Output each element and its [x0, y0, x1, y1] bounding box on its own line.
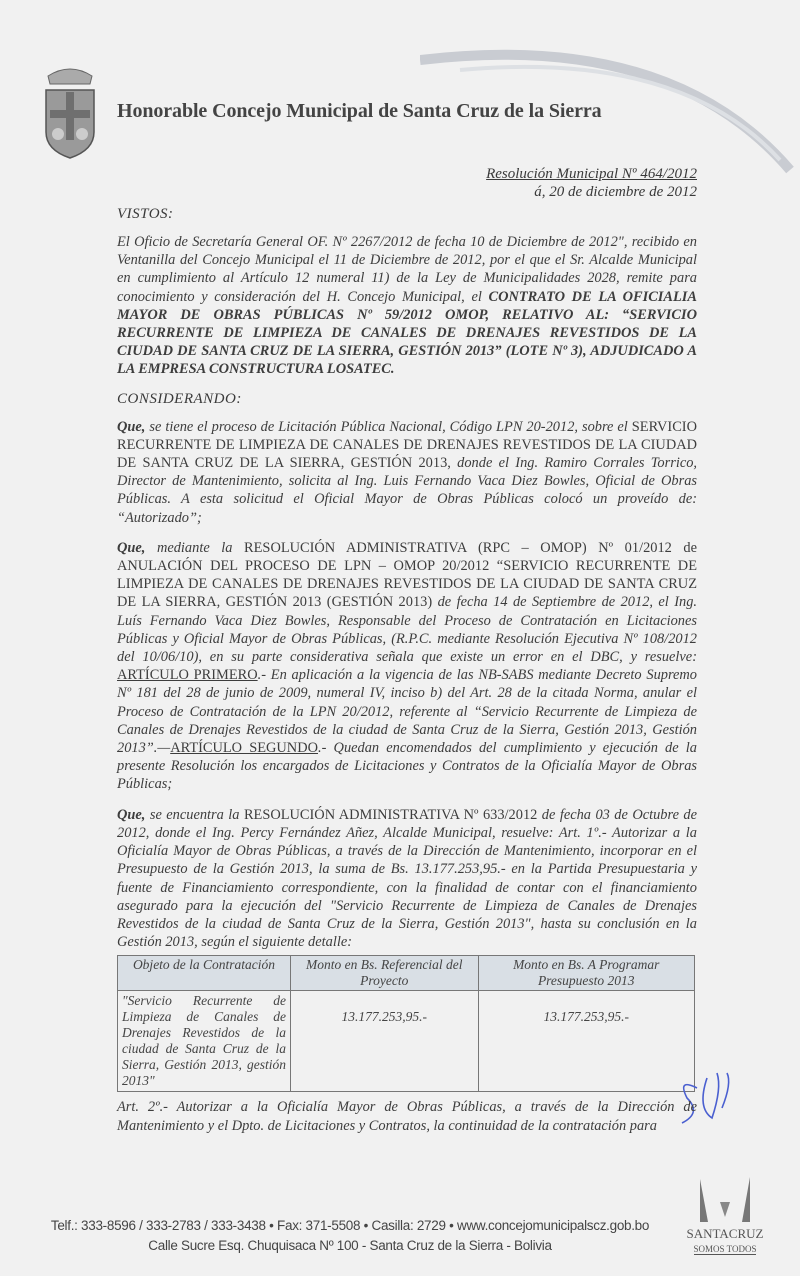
article-2-paragraph: Art. 2º.- Autorizar a la Oficialía Mayor de Obras Públicas, a través de la Dirección de Mantenimiento y el Dpto. de Licitaciones y Contratos, la continuidad de la contratación para [117, 1099, 697, 1134]
organization-title: Honorable Concejo Municipal de Santa Cruz de la Sierra [117, 100, 602, 122]
paragraph-text: donde el Ing. Ramiro Corrales Torrico, Director de Mantenimiento, solicita al Ing. Luis Fernando Vaca Diez Bowles, Oficial de Obras Públicas. A esta solicitud el Oficial Mayor de Obras Públicas colocó un proveído de: “Autorizado”; [117, 455, 697, 526]
service-name: SERVICIO RECURRENTE DE LIMPIEZA DE CANALES DE DRENAJES REVESTIDOS DE LA CIUDAD DE SANTA CRUZ DE LA SIERRA, GESTIÓN 2013, [117, 418, 697, 472]
considerando-heading: CONSIDERANDO: [117, 390, 242, 407]
budget-detail-table [117, 955, 695, 1092]
paragraph-text: .- Quedan encomendados del cumplimiento y ejecución de la presente Resolución los encargados de Licitaciones y Contratos de la Oficialía Mayor de Obras Públicas; [117, 740, 697, 793]
article-2-block [117, 1098, 697, 1134]
que-lead: Que, [117, 418, 146, 435]
resolution-reference: RESOLUCIÓN ADMINISTRATIVA (RPC – OMOP) Nº 01/2012 de ANULACIÓN DEL PROCESO DE LPN – OMOP 20/2012 “SERVICIO RECURRENTE DE LIMPIEZA DE CANALES DE DRENAJES REVESTIDOS DE LA CIUDAD DE SANTA CRUZ DE LA SIERRA, GESTIÓN 2013 (GESTIÓN 2013) [117, 539, 697, 611]
table-cell-reference-amount: 13.177.253,95.- [291, 991, 479, 1092]
footer-row [0, 1147, 800, 1276]
footer-contact: Telf.: 333-8596 / 333-2783 / 333-3438 • Fax: 371-5508 • Casilla: 2729 • www.concejomunicipalscz.gob.bo [50, 1217, 650, 1233]
paragraph-text: se tiene el proceso de Licitación Pública Nacional, Código LPN 20-2012, sobre el [145, 418, 632, 435]
considerando-paragraph-1 [117, 418, 697, 527]
vistos-contract-title: CONTRATO DE LA OFICIALIA MAYOR DE OBRAS PÚBLICAS Nº 59/2012 OMOP, RELATIVO AL: “SERVICIO RECURRENTE DE LIMPIEZA DE CANALES DE DRENAJES REVESTIDOS DE LA CIUDAD DE SANTA CRUZ DE LA SIERRA, GESTIÓN 2013” (LOTE Nº 3), ADJUDICADO A LA EMPRESA CONSTRUCTURA LOSATEC. [117, 288, 697, 378]
vistos-text: El Oficio de Secretaría General OF. Nº 2267/2012 de fecha 10 de Diciembre de 2012", recibido en Ventanilla del Concejo Municipal el 11 de Diciembre de 2012, por el que el Sr. Alcalde Municipal en cumplimiento al Artículo 12 numeral 11) de la Ley de Municipalidades 2028, remite para conocimiento y consideración del H. Concejo Municipal, el [117, 234, 697, 305]
article-first: ARTÍCULO PRIMERO [117, 667, 258, 684]
considerando-paragraph-3 [117, 806, 697, 952]
santa-cruz-brand-logo [680, 1177, 770, 1227]
vistos-paragraph [117, 233, 697, 379]
que-lead: Que, [117, 806, 146, 823]
que-lead: Que, [117, 539, 146, 556]
vistos-heading: VISTOS: [117, 206, 174, 222]
table-header-row [118, 956, 695, 991]
article-second: ARTÍCULO SEGUNDO [170, 740, 318, 757]
table-cell-budget-amount: 13.177.253,95.- [478, 991, 694, 1092]
brand-text [680, 1227, 770, 1256]
considerando-paragraph-2 [117, 539, 697, 794]
paragraph-text: se encuentra la [145, 806, 244, 823]
paragraph-text: de fecha 03 de Octubre de 2012, donde el Ing. Percy Fernández Añez, Alcalde Municipal, resuelve: Art. 1º.- Autorizar a la Oficialía Mayor de Obras Públicas, a través de la Dirección de Mantenimiento, incorporar en el Presupuesto de la Gestión 2013, la suma de Bs. 13.177.253,95.- en la Partida Presupuestaria y fuente de Financiamiento correspondiente, con la finalidad de contar con el financiamiento asegurado para la ejecución del "Servicio Recurrente de Limpieza de Canales de Drenajes Revestidos de la ciudad de Santa Cruz de la Sierra, Gestión 2013", hasta su conclusión en la Gestión 2013, según el siguiente detalle: [117, 806, 697, 951]
brand-name: SANTACRUZ [686, 1225, 764, 1241]
paragraph-text: de fecha 14 de Septiembre de 2012, el Ing. Luís Fernando Vaca Diez Bowles, Responsable del Proceso de Contratación en Licitaciones Públicas y Oficial Mayor de Obras Públicas, (R.P.C. mediante Resolución Ejecutiva Nº 108/2012 del 10/06/10), en su parte considerativa señala que existe un error en el DBC, y resuelve: [117, 594, 697, 666]
santa-cruz-brand [680, 1177, 770, 1256]
paragraph-text: mediante la [145, 539, 245, 556]
column-header: Monto en Bs. Referencial del Proyecto [291, 956, 479, 991]
column-header: Monto en Bs. A Programar Presupuesto 2013 [478, 956, 694, 991]
resolution-number: Resolución Municipal Nº 464/2012 [486, 166, 697, 182]
table-row [118, 991, 695, 1092]
footer-address: Calle Sucre Esq. Chuquisaca Nº 100 - Santa Cruz de la Sierra - Bolivia [148, 1237, 552, 1253]
resolution-reference: RESOLUCIÓN ADMINISTRATIVA Nº 633/2012 [243, 806, 538, 823]
footer [30, 1216, 670, 1256]
brand-slogan: SOMOS TODOS [693, 1243, 757, 1254]
paragraph-text: .- En aplicación a la vigencia de las NB-SABS mediante Decreto Supremo Nº 181 del 28 de junio de 2009, numeral IV, inciso b) del Art. 28 de la citada Norma, anular el Proceso de Contratación de la LPN 20/2012, referente al “Servicio Recurrente de Limpieza de Canales de Drenajes Revestidos de la ciudad de Santa Cruz de la Sierra, Gestión 2013, Gestión 2013”.— [117, 667, 698, 757]
resolution-date: á, 20 de diciembre de 2012 [534, 184, 697, 200]
column-header: Objeto de la Contratación [118, 956, 291, 991]
table-cell-object: "Servicio Recurrente de Limpieza de Canales de Drenajes Revestidos de la ciudad de Santa Cruz de la Sierra, Gestión 2013, gestión 2013" [118, 991, 291, 1092]
